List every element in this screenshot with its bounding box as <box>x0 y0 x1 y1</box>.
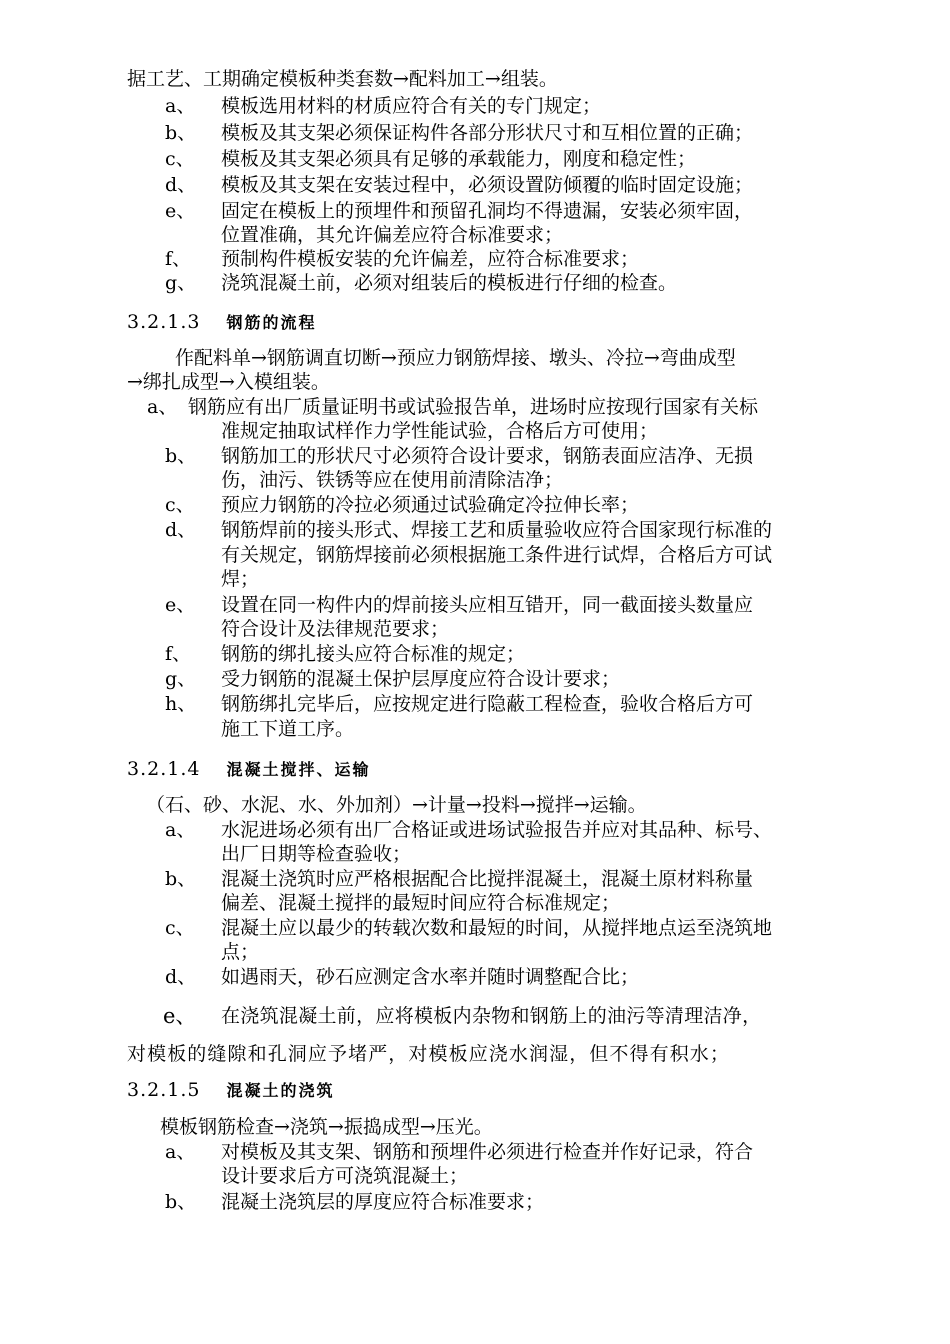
section-heading <box>127 756 371 783</box>
flow-text: →绑扎成型→入模组装。 <box>127 371 330 393</box>
list-marker: a、 <box>165 95 196 117</box>
list-item-text: 混凝土浇筑时应严格根据配合比搅拌混凝土，混凝土原材料称量 <box>221 868 754 890</box>
list-marker: a、 <box>147 396 178 418</box>
list-item-text: 钢筋焊前的接头形式、焊接工艺和质量验收应符合国家现行标准的 <box>221 519 773 541</box>
list-item-text: 钢筋应有出厂质量证明书或试验报告单，进场时应按现行国家有关标 <box>188 396 759 418</box>
list-item-text: 水泥进场必须有出厂合格证或进场试验报告并应对其品种、标号、 <box>221 819 773 841</box>
list-item-text: 位置准确，其允许偏差应符合标准要求； <box>221 224 564 246</box>
list-item-text: 固定在模板上的预埋件和预留孔洞均不得遗漏，安装必须牢固， <box>221 200 754 222</box>
section-number: 3.2.1.3 <box>127 311 201 333</box>
section-heading <box>127 309 317 336</box>
section-title: 混凝土的浇筑 <box>226 1081 335 1100</box>
list-marker: g、 <box>165 272 197 294</box>
list-item-text: 准规定抽取试样作力学性能试验，合格后方可使用； <box>221 420 659 442</box>
section-number: 3.2.1.5 <box>127 1079 201 1101</box>
list-item-text: 在浇筑混凝土前，应将模板内杂物和钢筋上的油污等清理洁净， <box>221 1005 762 1027</box>
list-marker: a、 <box>165 819 196 841</box>
intro-text: 据工艺、工期确定模板种类套数→配料加工→组装。 <box>127 68 558 90</box>
list-item-text: 如遇雨天，砂石应测定含水率并随时调整配合比； <box>221 966 640 988</box>
section-title: 混凝土搅拌、运输 <box>226 760 371 779</box>
flow-text: 模板钢筋检查→浇筑→振捣成型→压光。 <box>160 1116 493 1138</box>
list-marker: e、 <box>163 1004 197 1028</box>
list-item-text: 混凝土应以最少的转载次数和最短的时间，从搅拌地点运至浇筑地 <box>221 917 773 939</box>
list-marker: e、 <box>165 200 196 222</box>
list-marker: g、 <box>165 668 197 690</box>
list-item-text: 预制构件模板安装的允许偏差，应符合标准要求； <box>221 248 640 270</box>
list-item-text: 施工下道工序。 <box>221 718 355 740</box>
flow-text: （石、砂、水泥、水、外加剂）→计量→投料→搅拌→运输。 <box>146 794 647 816</box>
list-item-text: 设置在同一构件内的焊前接头应相互错开，同一截面接头数量应 <box>221 594 754 616</box>
list-marker: h、 <box>165 693 197 715</box>
list-item-text: 钢筋的绑扎接头应符合标准的规定； <box>221 643 526 665</box>
list-item-text: 模板及其支架必须具有足够的承载能力，刚度和稳定性； <box>221 148 697 170</box>
list-marker: b、 <box>165 122 197 144</box>
list-marker: b、 <box>165 868 197 890</box>
list-item-text: 点； <box>221 941 260 963</box>
list-marker: d、 <box>165 966 197 988</box>
list-item-text: 对模板及其支架、钢筋和预埋件必须进行检查并作好记录，符合 <box>221 1141 754 1163</box>
list-item-text: 预应力钢筋的冷拉必须通过试验确定冷拉伸长率； <box>221 494 640 516</box>
section-title: 钢筋的流程 <box>226 313 317 332</box>
list-marker: c、 <box>165 148 195 170</box>
list-item-text: 模板选用材料的材质应符合有关的专门规定； <box>221 95 602 117</box>
list-item-text: 焊； <box>221 568 260 590</box>
list-item-text: 偏差、混凝土搅拌的最短时间应符合标准规定； <box>221 892 621 914</box>
list-item-text: 有关规定，钢筋焊接前必须根据施工条件进行试焊，合格后方可试 <box>221 544 773 566</box>
list-marker: d、 <box>165 519 197 541</box>
list-item-text: 混凝土浇筑层的厚度应符合标准要求； <box>221 1191 545 1213</box>
list-item-text: 钢筋加工的形状尺寸必须符合设计要求，钢筋表面应洁净、无损 <box>221 445 754 467</box>
list-marker: c、 <box>165 917 195 939</box>
list-item-text: 浇筑混凝土前，必须对组装后的模板进行仔细的检查。 <box>221 272 678 294</box>
list-item-text: 对模板的缝隙和孔洞应予堵严，对模板应浇水润湿，但不得有积水； <box>127 1043 731 1065</box>
list-marker: d、 <box>165 174 197 196</box>
flow-text: 作配料单→钢筋调直切断→预应力钢筋焊接、墩头、冷拉→弯曲成型 <box>175 347 736 369</box>
list-marker: a、 <box>165 1141 196 1163</box>
list-marker: f、 <box>165 248 192 270</box>
list-marker: b、 <box>165 445 197 467</box>
list-item-text: 伤，油污、铁锈等应在使用前清除洁净； <box>221 469 564 491</box>
list-item-text: 模板及其支架在安装过程中，必须设置防倾覆的临时固定设施； <box>221 174 754 196</box>
section-number: 3.2.1.4 <box>127 758 201 780</box>
list-marker: f、 <box>165 643 192 665</box>
list-item-text: 符合设计及法律规范要求； <box>221 618 450 640</box>
list-item-text: 模板及其支架必须保证构件各部分形状尺寸和互相位置的正确； <box>221 122 754 144</box>
list-item-text: 受力钢筋的混凝土保护层厚度应符合设计要求； <box>221 668 621 690</box>
list-marker: c、 <box>165 494 195 516</box>
section-heading <box>127 1077 335 1104</box>
list-item-text: 钢筋绑扎完毕后，应按规定进行隐蔽工程检查，验收合格后方可 <box>221 693 754 715</box>
list-marker: e、 <box>165 594 196 616</box>
list-item-text: 出厂日期等检查验收； <box>221 843 412 865</box>
list-marker: b、 <box>165 1191 197 1213</box>
list-item-text: 设计要求后方可浇筑混凝土； <box>221 1165 469 1187</box>
